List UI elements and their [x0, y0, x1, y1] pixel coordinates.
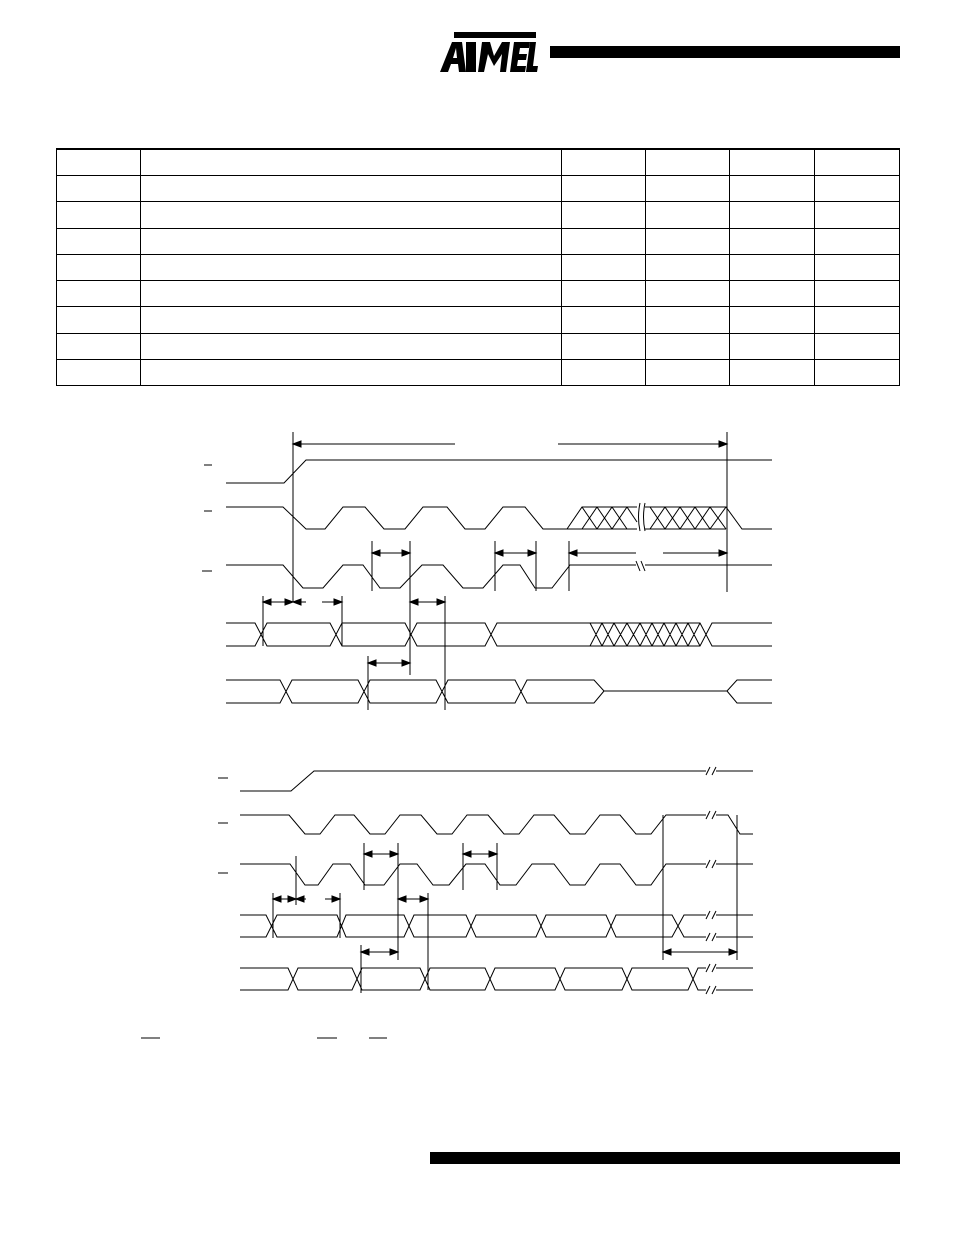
footer-rule	[430, 1152, 900, 1164]
timing-diagram-1	[202, 432, 772, 710]
timing-diagram-2	[218, 767, 753, 994]
